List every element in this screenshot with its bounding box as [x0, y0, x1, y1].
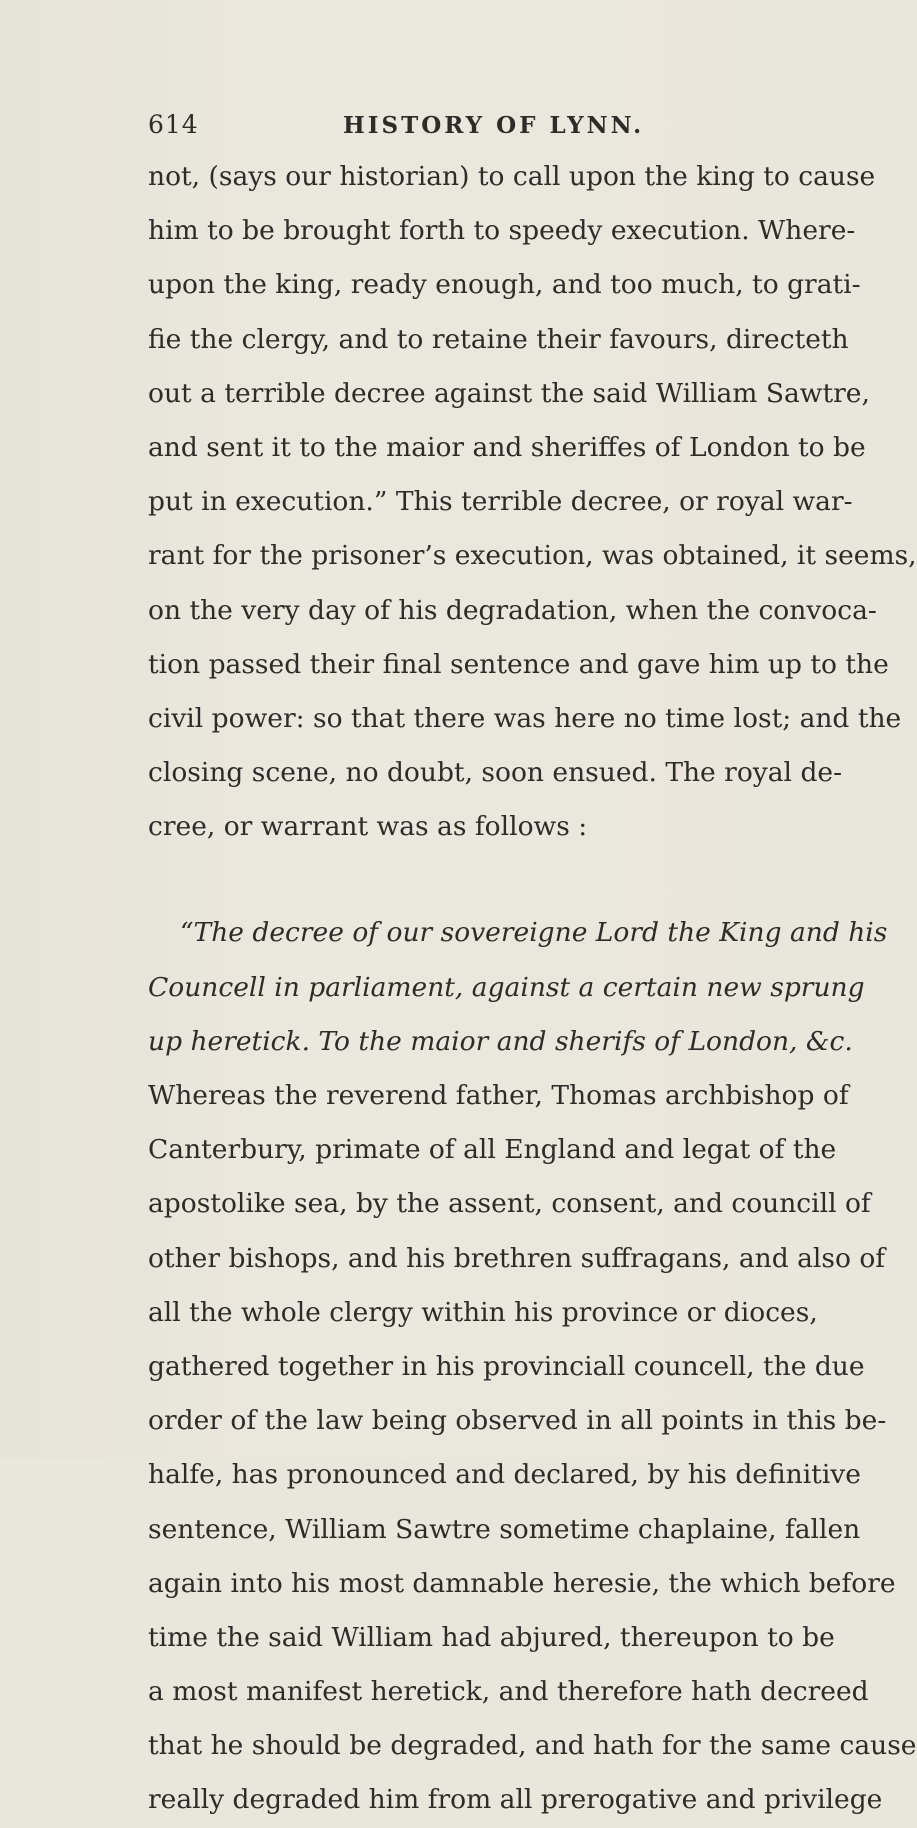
text-line: and sent it to the maior and sheriffes of London to be — [148, 431, 866, 463]
text-line: other bishops, and his brethren suffragans, and also of — [148, 1242, 886, 1274]
text-line: closing scene, no doubt, soon ensued. The royal de- — [148, 757, 843, 789]
text-line: really degraded him from all prerogative and privilege — [148, 1784, 883, 1816]
text-line: Canterbury, primate of all England and legat of the — [148, 1134, 837, 1166]
text-line: fie the clergy, and to retaine their favours, directeth — [148, 323, 849, 355]
text-line: on the very day of his degradation, when the convoca- — [148, 594, 877, 626]
text-line-italic: Councell in parliament, against a certain new sprung — [148, 971, 865, 1003]
text-line: sentence, William Sawtre sometime chaplaine, fallen — [148, 1513, 861, 1545]
text-line: again into his most damnable heresie, the which before — [148, 1567, 896, 1599]
body-text — [148, 150, 917, 1828]
text-line: put in execution.” This terrible decree, or royal war- — [148, 486, 853, 518]
paragraph-2 — [148, 906, 917, 1827]
text-line: apostolike sea, by the assent, consent, and councill of — [148, 1188, 871, 1220]
text-line: out a terrible decree against the said William Sawtre, — [148, 377, 870, 409]
text-line: upon the king, ready enough, and too much, to grati- — [148, 269, 861, 301]
text-line: tion passed their final sentence and gave him up to the — [148, 648, 889, 680]
text-line: not, (says our historian) to call upon the king to cause — [148, 161, 876, 192]
page-header — [148, 110, 798, 150]
text-line: rant for the prisoner’s execution, was obtained, it seems, — [148, 540, 917, 572]
text-line: cree, or warrant was as follows : — [148, 811, 588, 843]
text-line: gathered together in his provinciall councell, the due — [148, 1350, 865, 1382]
text-line: halfe, has pronounced and declared, by his definitive — [148, 1459, 861, 1491]
page-number: 614 — [148, 110, 199, 139]
text-line: a most manifest heretick, and therefore hath decreed — [148, 1676, 869, 1708]
text-line-italic: up heretick. To the maior and sherifs of London, &c. — [148, 1025, 853, 1057]
paragraph-1 — [148, 150, 917, 854]
paragraph-gap — [148, 854, 790, 906]
text-line: time the said William had abjured, thereupon to be — [148, 1621, 835, 1653]
text-line: civil power: so that there was here no time lost; and the — [148, 702, 902, 734]
running-head: HISTORY OF LYNN. — [343, 112, 645, 139]
text-line: Whereas the reverend father, Thomas archbishop of — [148, 1080, 849, 1111]
text-line: him to be brought forth to speedy execution. Where- — [148, 215, 856, 247]
text-line: all the whole clergy within his province or dioces, — [148, 1296, 818, 1328]
text-line: order of the law being observed in all points in this be- — [148, 1405, 887, 1437]
text-line-italic: “The decree of our sovereigne Lord the King and his — [180, 917, 888, 949]
text-line: that he should be degraded, and hath for the same cause — [148, 1730, 917, 1762]
